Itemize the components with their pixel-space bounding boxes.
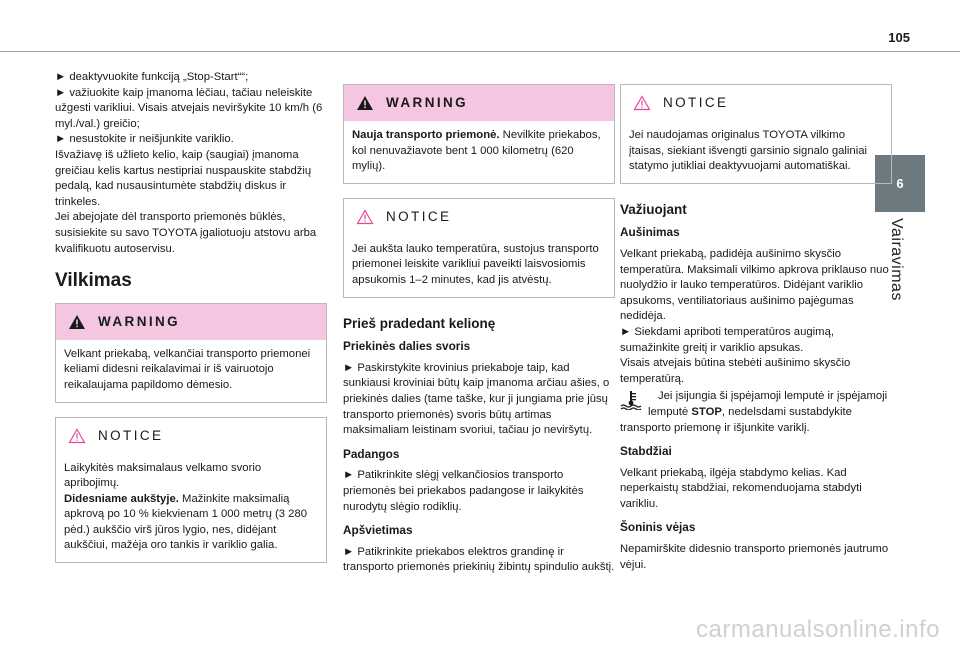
notice-label: NOTICE: [663, 95, 729, 111]
warning-box-new-vehicle: [343, 84, 615, 184]
notice-triangle-icon: [356, 209, 374, 225]
column-1: [55, 70, 327, 577]
warning-header: [344, 85, 614, 121]
warning-header: [56, 304, 326, 340]
notice-box: [55, 417, 327, 564]
coolant-warning-text-1: Jei įsijungia ši įspėjamoji lemputė ir įspėjamoji lemputė: [648, 390, 888, 418]
text-front-weight: ► Paskirstykite krovinius priekaboje taip, kad sunkiausi kroviniai būtų kaip įmanoma arčiau ašies, o priekinės dalies (tame taške, kur ji jungiama prie jūsų transporto priemonės) svoris būtų artimas maksimaliam leistinam svoriui, tačiau jo neviršytų.: [343, 361, 610, 437]
text-lighting: ► Patikrinkite priekabos elektros grandinę ir transporto priemonės priekinių žibintų spindulio aukštį.: [343, 545, 615, 574]
coolant-warning-text-2: , nedelsdami sustabdykite transporto priemonę ir išjunkite variklį.: [620, 405, 852, 434]
warning-text-rest: Nevilkite priekabos, kol nenuvažiavote bent 1 000 kilometrų (620 mylių).: [352, 129, 601, 173]
text-crosswind: Nepamirškite didesnio transporto priemonės jautrumo vėjui.: [620, 543, 889, 571]
subtitle-cooling: Aušinimas: [620, 225, 680, 240]
warning-label: WARNING: [386, 95, 469, 111]
notice-text-1: Laikykitės maksimalaus velkamo svorio apribojimų.: [64, 461, 262, 490]
notice-text-2: Mažinkite maksimalią apkrovą po 10 % kiekvienam 1 000 metrų (3 280 pėd.) aukščio virš jūros lygio, nes, didėjant aukščiui, mažėja oro tankis ir variklio galia.: [64, 492, 308, 552]
warning-triangle-icon: [68, 314, 86, 330]
subtitle-tyres: Padangos: [343, 446, 400, 461]
text-brakes: Velkant priekabą, ilgėja stabdymo kelias. Kad neperkaistų stabdžiai, rekomenduojama stabdyti varikliu.: [620, 466, 862, 510]
notice-box-parking-sensors: [620, 84, 892, 184]
coolant-warning-paragraph: [620, 389, 892, 436]
chapter-title: Vairavimas: [888, 218, 905, 301]
notice-header: [56, 418, 326, 454]
notice-triangle-icon: [68, 428, 86, 444]
subtitle-crosswind: Šoninis vėjas: [620, 520, 696, 535]
warning-bold: Nauja transporto priemonė.: [352, 129, 500, 141]
notice-bold: Didesniame aukštyje.: [64, 492, 179, 505]
chapter-number: 6: [896, 176, 904, 191]
subtitle-brakes: Stabdžiai: [620, 444, 672, 459]
text-cooling: Velkant priekabą, padidėja aušinimo skysčio temperatūra. Maksimali vilkimo apkrova priklauso nuo nuolydžio ir lauko temperatūros. Didėjant variklio apsukoms, ventiliatoriaus aušinimo pajėgumas nedidėja. ► Siekdami apriboti temperatūros augimą, sumažinkite greitį ir variklio apsukas. Visais atvejais būtina stebėti aušinimo skysčio temperatūrą.: [620, 247, 889, 385]
intro-text: ► deaktyvuokite funkciją „Stop-Start““; ► važiuokite kaip įmanoma lėčiau, tačiau neleiskite užgesti varikliui. Visais atvejais neviršykite 10 km/h (6 myl./val.) greičio; ► nesustokite ir neišjunkite variklio. Išvažiavę iš užlieto kelio, kaip (saugiai) įmanoma greičiau kelis kartus nestipriai nuspauskite stabdžių pedalą, kad nusausintumėte stabdžių diskus ir trinkeles. Jei abejojate dėl transporto priemonės būklės, susisiekite su savo TOYOTA įgaliotuoju atstovu arba kvalifikuotu autoservisu.: [55, 71, 323, 255]
notice-triangle-icon: [633, 95, 651, 111]
subtitle-front-weight: Priekinės dalies svoris: [343, 339, 471, 354]
section-title-before-trip: Prieš pradedant kelionę: [343, 315, 496, 331]
watermark: carmanualsonline.info: [696, 616, 940, 643]
warning-box: [55, 303, 327, 403]
section-title-towing: Vilkimas: [55, 270, 132, 292]
notice-label: NOTICE: [386, 208, 452, 224]
subtitle-lighting: Apšvietimas: [343, 523, 413, 538]
warning-text: [344, 121, 614, 183]
notice-header: [344, 199, 614, 235]
warning-triangle-icon: [356, 95, 374, 111]
notice-text: Jei naudojamas originalus TOYOTA vilkimo įtaisas, siekiant išvengti garsinio signalo galiniai statymo jutikliai deaktyvuojami automatiškai.: [629, 129, 867, 173]
notice-header: [621, 85, 891, 121]
notice-text: Jei aukšta lauko temperatūra, sustojus transporto priemonei leiskite varikliui paveikti laisvosiomis apsukomis 1–2 minutes, kad jis atvėstų.: [352, 242, 599, 286]
warning-text: Velkant priekabą, velkančiai transporto priemonei keliami didesni reikalavimai ir iš vairuotojo reikalaujama papildomo dėmesio.: [64, 347, 311, 391]
notice-text: [56, 454, 326, 563]
page-number: 105: [888, 30, 910, 45]
coolant-temperature-icon: [620, 390, 642, 416]
warning-label: WARNING: [98, 313, 181, 329]
stop-label: STOP: [691, 405, 722, 418]
column-2: [343, 70, 615, 576]
column-3: [620, 70, 892, 573]
notice-label: NOTICE: [98, 427, 164, 443]
section-title-driving: Važiuojant: [620, 201, 687, 217]
text-tyres: ► Patikrinkite slėgį velkančiosios transporto priemonės bei priekabos padangose ir laikykitės nurodytų slėgio rodiklių.: [343, 469, 584, 513]
notice-box-temperature: [343, 198, 615, 298]
header-rule: [0, 51, 960, 52]
